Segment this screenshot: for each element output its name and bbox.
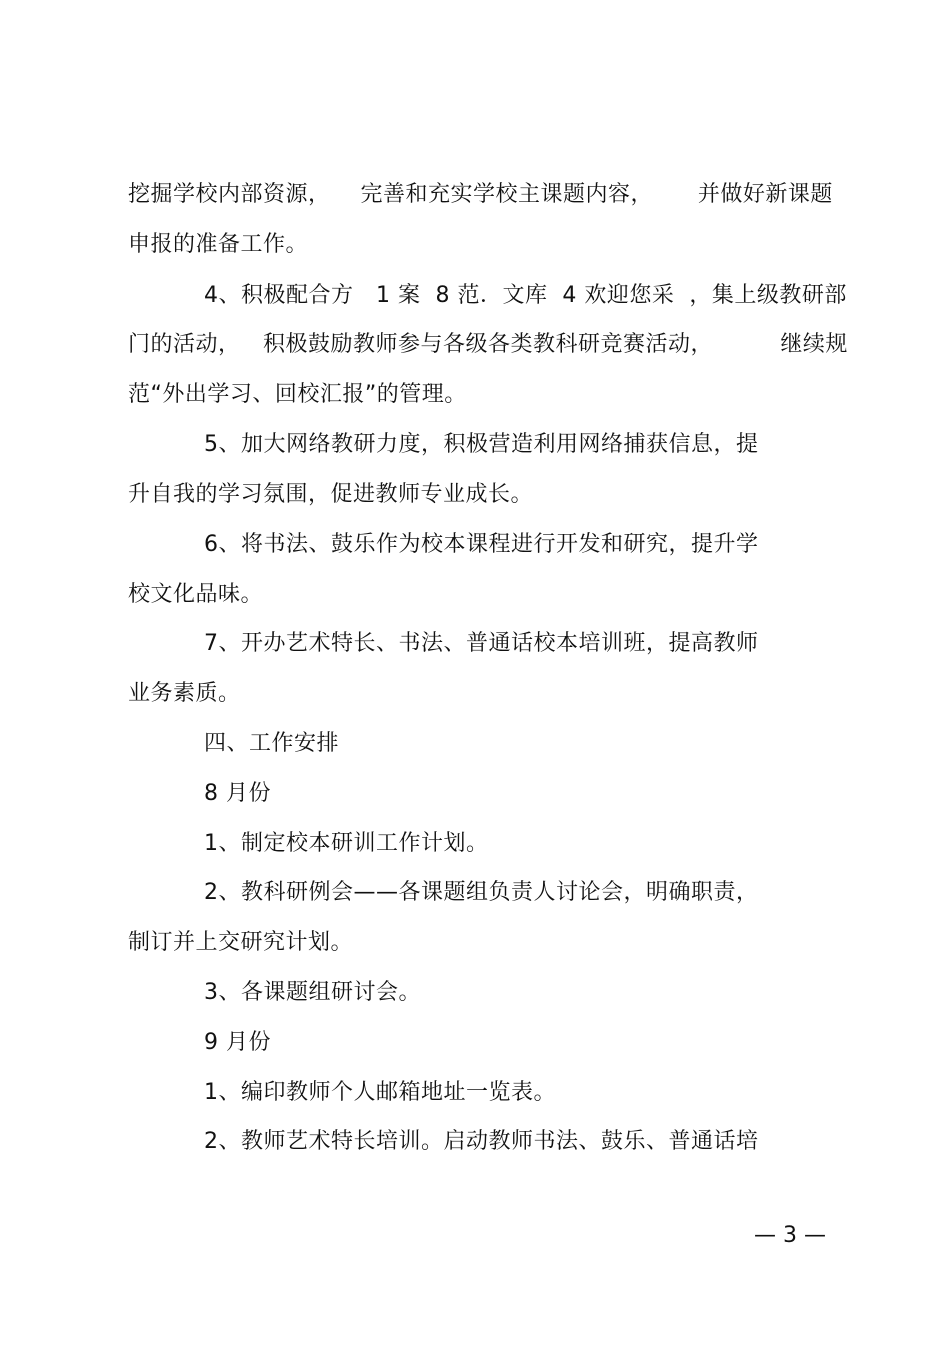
month-heading: 8 月份 bbox=[204, 781, 271, 806]
text-line: 2、教师艺术特长培训。启动教师书法、鼓乐、普通话培 bbox=[204, 1129, 759, 1154]
text-line: 范“外出学习、回校汇报”的管理。 bbox=[128, 382, 467, 407]
text-line: 升自我的学习氛围，促进教师专业成长。 bbox=[128, 482, 534, 507]
text-line: 1、编印教师个人邮箱地址一览表。 bbox=[204, 1080, 556, 1105]
text-line: 申报的准备工作。 bbox=[128, 232, 309, 257]
text-line: 5、加大网络教研力度，积极营造利用网络捕获信息，提 bbox=[204, 432, 759, 457]
text-line: 挖掘学校内部资源， 完善和充实学校主课题内容， 并做好新课题 bbox=[128, 182, 833, 207]
text-line: 3、各课题组研讨会。 bbox=[204, 980, 421, 1005]
text-line: 4、积极配合方 1 案 8 范．文库 4 欢迎您采 ，集上级教研部 bbox=[204, 283, 847, 308]
text-line: 制订并上交研究计划。 bbox=[128, 930, 354, 955]
month-heading: 9 月份 bbox=[204, 1030, 271, 1055]
text-line: 校文化品味。 bbox=[128, 582, 264, 607]
text-line: 6、将书法、鼓乐作为校本课程进行开发和研究，提升学 bbox=[204, 532, 759, 557]
page-number: — 3 — bbox=[754, 1223, 826, 1248]
section-heading: 四、工作安排 bbox=[204, 731, 340, 756]
text-line: 1、制定校本研训工作计划。 bbox=[204, 831, 489, 856]
text-line: 2、教科研例会——各课题组负责人讨论会，明确职责， bbox=[204, 880, 759, 905]
text-line: 门的活动， 积极鼓励教师参与各级各类教科研竞赛活动， 继续规 bbox=[128, 332, 848, 357]
text-line: 业务素质。 bbox=[128, 681, 241, 706]
text-line: 7、开办艺术特长、书法、普通话校本培训班，提高教师 bbox=[204, 631, 759, 656]
